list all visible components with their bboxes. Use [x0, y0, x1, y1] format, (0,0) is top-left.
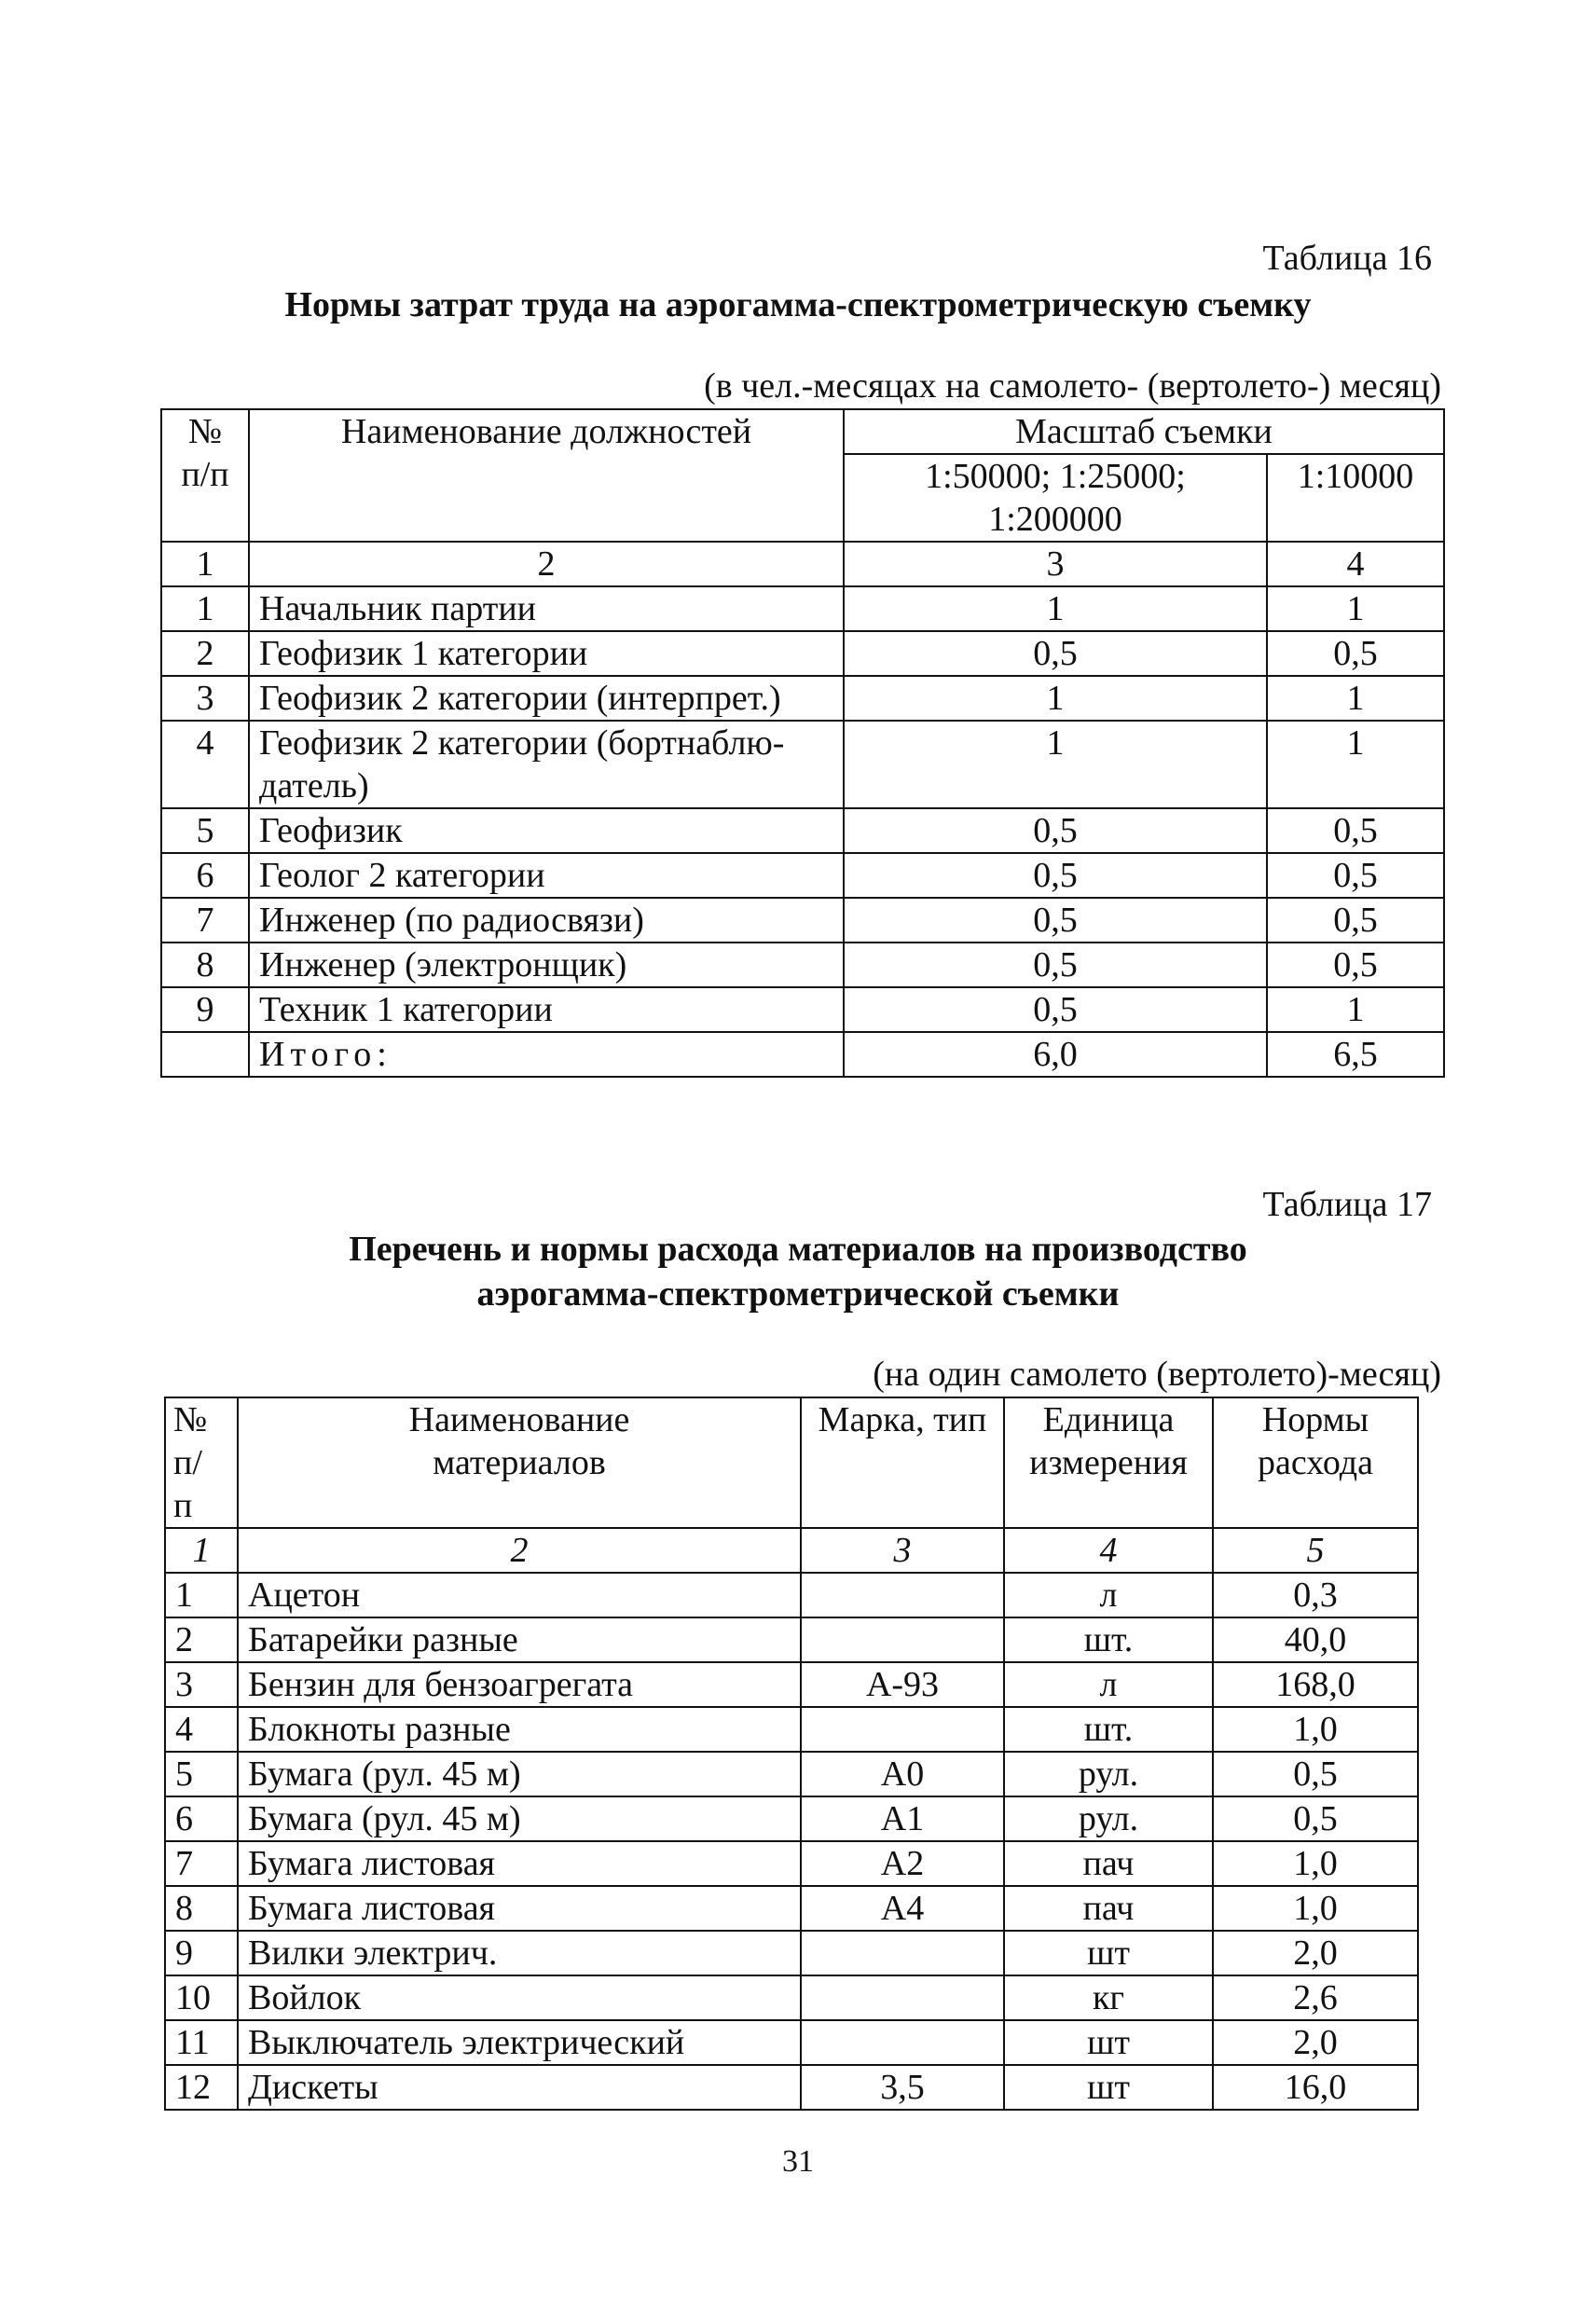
- cell-unit: рул.: [1004, 1752, 1213, 1796]
- table-17-label: Таблица 17: [1262, 1185, 1432, 1224]
- cell-norm: 0,5: [1213, 1752, 1418, 1796]
- header-num: № п/п: [161, 409, 249, 542]
- table-row: [165, 1886, 1418, 1931]
- cell-value: 0,5: [844, 853, 1267, 898]
- cell-unit: л: [1004, 1662, 1213, 1707]
- table-row: [165, 1841, 1418, 1886]
- cell-mark: [801, 1931, 1004, 1975]
- cell-num: 5: [161, 808, 249, 853]
- cell-name: Геофизик: [249, 808, 844, 853]
- cell-unit: шт.: [1004, 1707, 1213, 1752]
- total-row: [161, 1032, 1444, 1077]
- cell-mark: [801, 1573, 1004, 1617]
- cell-num: 6: [161, 853, 249, 898]
- cell-name: Бумага (рул. 45 м): [238, 1796, 801, 1841]
- cell-value: 0,5: [844, 631, 1267, 676]
- header-scale-b: 1:10000: [1267, 454, 1444, 542]
- table-17: [164, 1397, 1419, 2111]
- colnum-cell: 3: [844, 542, 1267, 586]
- cell-norm: 0,5: [1213, 1796, 1418, 1841]
- cell-num: 3: [161, 676, 249, 721]
- column-number-row: [161, 542, 1444, 586]
- colnum-cell: 2: [249, 542, 844, 586]
- cell-unit: пач: [1004, 1886, 1213, 1931]
- header-name: Наименование должностей: [249, 409, 844, 542]
- cell-norm: 0,3: [1213, 1573, 1418, 1617]
- cell-value: 0,5: [844, 987, 1267, 1032]
- cell-num: 2: [161, 631, 249, 676]
- cell-unit: кг: [1004, 1975, 1213, 2020]
- header-mark: Марка, тип: [801, 1397, 1004, 1528]
- table-row: [161, 676, 1444, 721]
- cell-name: Техник 1 категории: [249, 987, 844, 1032]
- cell-mark: [801, 1707, 1004, 1752]
- cell-unit: шт: [1004, 1931, 1213, 1975]
- cell-num: 2: [165, 1617, 238, 1662]
- table-row: [161, 586, 1444, 631]
- cell-norm: 2,0: [1213, 2020, 1418, 2065]
- cell-norm: 168,0: [1213, 1662, 1418, 1707]
- cell-name: Батарейки разные: [238, 1617, 801, 1662]
- cell-unit: пач: [1004, 1841, 1213, 1886]
- total-value: 6,5: [1267, 1032, 1444, 1077]
- cell-num: 7: [161, 898, 249, 943]
- cell-norm: 1,0: [1213, 1707, 1418, 1752]
- cell-value: 1: [1267, 586, 1444, 631]
- total-value: 6,0: [844, 1032, 1267, 1077]
- table-17-title-line1: Перечень и нормы расхода материалов на производство: [349, 1230, 1247, 1269]
- total-label: Итого:: [249, 1032, 844, 1077]
- table-row: [161, 853, 1444, 898]
- cell-norm: 2,6: [1213, 1975, 1418, 2020]
- colnum-cell: 5: [1213, 1528, 1418, 1573]
- cell-num: 4: [161, 721, 249, 808]
- cell-name: Дискеты: [238, 2065, 801, 2110]
- table-row: [165, 1662, 1418, 1707]
- table-row: [161, 943, 1444, 987]
- header-scale-a: 1:50000; 1:25000; 1:200000: [844, 454, 1267, 542]
- cell-name: Геофизик 1 категории: [249, 631, 844, 676]
- table-row: [161, 808, 1444, 853]
- cell-unit: шт: [1004, 2020, 1213, 2065]
- cell-num: 3: [165, 1662, 238, 1707]
- column-number-row: [165, 1528, 1418, 1573]
- cell-num: 12: [165, 2065, 238, 2110]
- cell-num: 1: [165, 1573, 238, 1617]
- cell-mark: А2: [801, 1841, 1004, 1886]
- cell-norm: 40,0: [1213, 1617, 1418, 1662]
- colnum-cell: 2: [238, 1528, 801, 1573]
- cell-unit: шт: [1004, 2065, 1213, 2110]
- table-row: [165, 1617, 1418, 1662]
- colnum-cell: 4: [1267, 542, 1444, 586]
- cell-num: 5: [165, 1752, 238, 1796]
- colnum-cell: 4: [1004, 1528, 1213, 1573]
- cell-mark: [801, 1975, 1004, 2020]
- cell-mark: А-93: [801, 1662, 1004, 1707]
- cell-num: 11: [165, 2020, 238, 2065]
- cell-norm: 1,0: [1213, 1841, 1418, 1886]
- cell-num: 8: [161, 943, 249, 987]
- cell-num: [161, 1032, 249, 1077]
- cell-name: Ацетон: [238, 1573, 801, 1617]
- table-header-row: [161, 409, 1444, 454]
- cell-mark: 3,5: [801, 2065, 1004, 2110]
- cell-mark: [801, 2020, 1004, 2065]
- header-scale: Масштаб съемки: [844, 409, 1444, 454]
- cell-num: 1: [161, 586, 249, 631]
- table-row: [161, 987, 1444, 1032]
- cell-num: 6: [165, 1796, 238, 1841]
- cell-unit: шт.: [1004, 1617, 1213, 1662]
- cell-value: 0,5: [1267, 898, 1444, 943]
- cell-name: Бумага (рул. 45 м): [238, 1752, 801, 1796]
- table-17-title-line2: аэрогамма-спектрометрической съемки: [476, 1274, 1120, 1314]
- table-16-unit-note: (в чел.-месяцах на самолето- (вертолето-) месяц): [704, 366, 1441, 406]
- cell-norm: 1,0: [1213, 1886, 1418, 1931]
- cell-num: 4: [165, 1707, 238, 1752]
- cell-value: 0,5: [844, 808, 1267, 853]
- cell-name: Войлок: [238, 1975, 801, 2020]
- cell-value: 1: [1267, 987, 1444, 1032]
- cell-name: Бензин для бензоагрегата: [238, 1662, 801, 1707]
- table-row: [165, 2065, 1418, 2110]
- cell-mark: А4: [801, 1886, 1004, 1931]
- cell-value: 0,5: [1267, 808, 1444, 853]
- table-16-label: Таблица 16: [1262, 239, 1432, 278]
- cell-value: 0,5: [1267, 631, 1444, 676]
- cell-mark: А0: [801, 1752, 1004, 1796]
- cell-norm: 2,0: [1213, 1931, 1418, 1975]
- cell-value: 0,5: [844, 898, 1267, 943]
- cell-name: Инженер (электронщик): [249, 943, 844, 987]
- cell-value: 1: [1267, 676, 1444, 721]
- cell-num: 9: [161, 987, 249, 1032]
- cell-norm: 16,0: [1213, 2065, 1418, 2110]
- table-header-row: [165, 1397, 1418, 1528]
- cell-name: Геолог 2 категории: [249, 853, 844, 898]
- table-row: [165, 1573, 1418, 1617]
- cell-value: 1: [1267, 721, 1444, 808]
- table-16: [160, 408, 1445, 1078]
- cell-value: 1: [844, 676, 1267, 721]
- cell-name: Инженер (по радиосвязи): [249, 898, 844, 943]
- table-row: [165, 1752, 1418, 1796]
- cell-name: Блокноты разные: [238, 1707, 801, 1752]
- table-row: [165, 1975, 1418, 2020]
- colnum-cell: 3: [801, 1528, 1004, 1573]
- header-name: Наименование материалов: [238, 1397, 801, 1528]
- table-row: [165, 1931, 1418, 1975]
- page-number: 31: [782, 2144, 814, 2179]
- cell-num: 8: [165, 1886, 238, 1931]
- table-16-title: Нормы затрат труда на аэрогамма-спектрометрическую съемку: [284, 285, 1312, 324]
- cell-name: Бумага листовая: [238, 1841, 801, 1886]
- cell-num: 9: [165, 1931, 238, 1975]
- table-row: [165, 1707, 1418, 1752]
- table-17-unit-note: (на один самолето (вертолето)-месяц): [873, 1355, 1441, 1394]
- header-num: № п/ п: [165, 1397, 238, 1528]
- cell-num: 10: [165, 1975, 238, 2020]
- cell-name: Геофизик 2 категории (интерпрет.): [249, 676, 844, 721]
- table-row: [165, 2020, 1418, 2065]
- cell-mark: [801, 1617, 1004, 1662]
- table-row: [161, 898, 1444, 943]
- table-row: [161, 631, 1444, 676]
- cell-value: 1: [844, 721, 1267, 808]
- cell-value: 1: [844, 586, 1267, 631]
- cell-name: Начальник партии: [249, 586, 844, 631]
- cell-value: 0,5: [1267, 943, 1444, 987]
- cell-name: Бумага листовая: [238, 1886, 801, 1931]
- colnum-cell: 1: [165, 1528, 238, 1573]
- header-unit: Единица измерения: [1004, 1397, 1213, 1528]
- cell-mark: А1: [801, 1796, 1004, 1841]
- table-row: [161, 721, 1444, 808]
- cell-unit: рул.: [1004, 1796, 1213, 1841]
- cell-value: 0,5: [1267, 853, 1444, 898]
- cell-value: 0,5: [844, 943, 1267, 987]
- table-row: [165, 1796, 1418, 1841]
- colnum-cell: 1: [161, 542, 249, 586]
- cell-num: 7: [165, 1841, 238, 1886]
- cell-unit: л: [1004, 1573, 1213, 1617]
- cell-name: Вилки электрич.: [238, 1931, 801, 1975]
- cell-name: Выключатель электрический: [238, 2020, 801, 2065]
- cell-name: Геофизик 2 категории (бортнаблю- датель): [249, 721, 844, 808]
- header-norm: Нормы расхода: [1213, 1397, 1418, 1528]
